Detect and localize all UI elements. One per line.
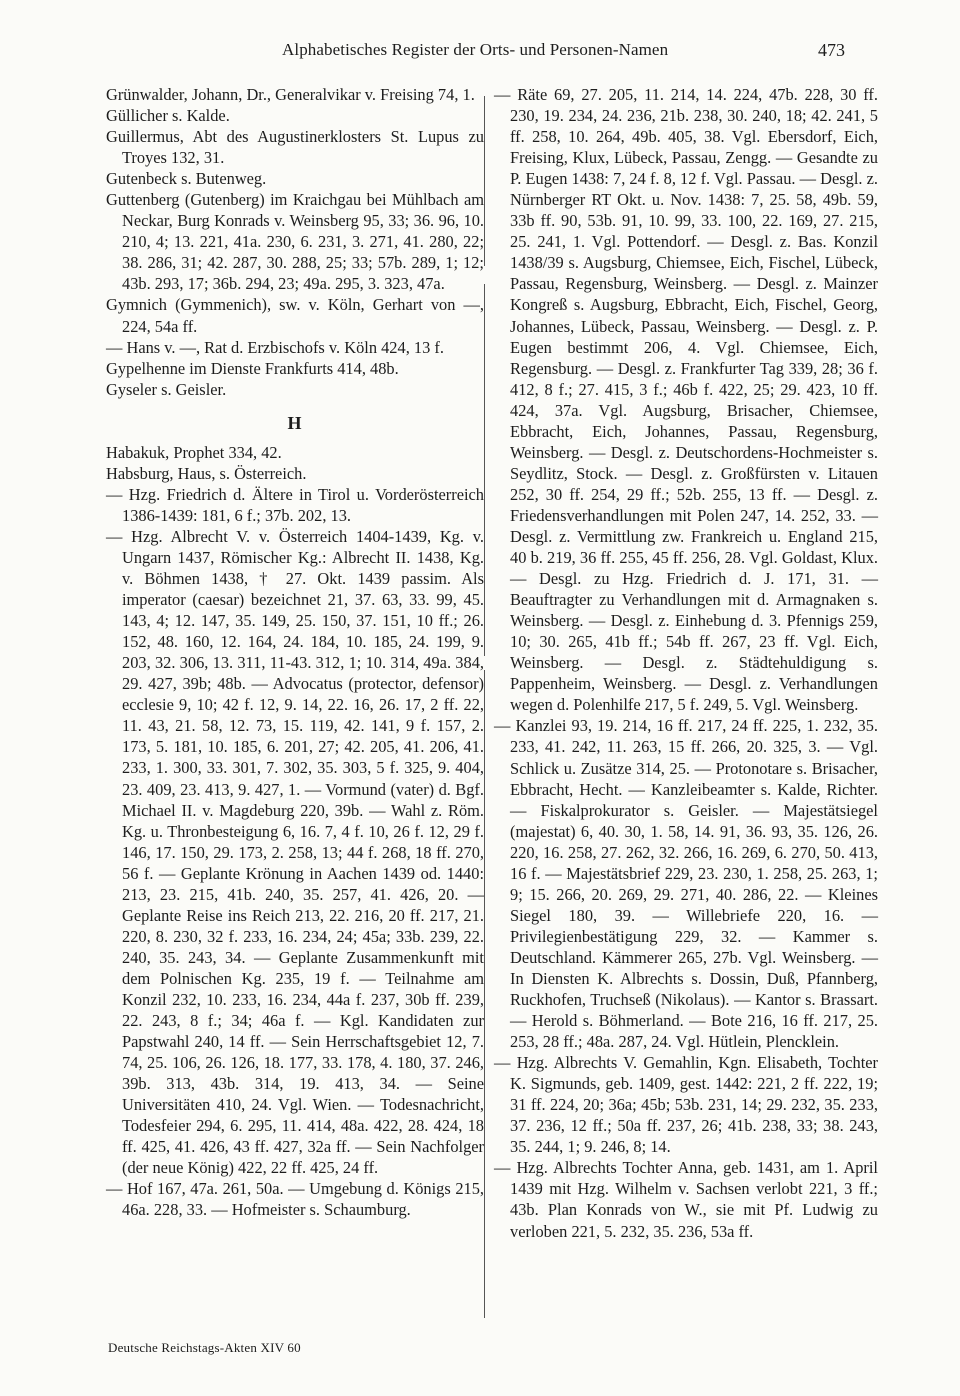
register-entry: Guillermus, Abt des Augustinerklosters St. Lupus zu Troyes 132, 31. <box>106 127 484 168</box>
section-letter-heading: H <box>287 412 303 433</box>
register-subentry: — Kanzlei 93, 19. 214, 16 ff. 217, 24 ff. 225, 1. 232, 35. 233, 41. 242, 11. 263, 15 ff. 266, 20. 325, 3. — Vgl. Schlick u. Zusätze 314, 25. — Protonotare s. Brisacher, Ebbracht, Hecht. — Kanzleibeamter s. Kalde, Richter. — Fiskalprokurator s. Geisler. — Majestätsiegel (majestat) 6, 40. 30, 1. 58, 14. 91, 36. 93, 35. 126, 26. 220, 16. 258, 27. 262, 32. 266, 16. 269, 6. 270, 50. 413, 16 f. — Majestätsbrief 229, 23. 230, 1. 258, 25. 263, 1; 9; 15. 266, 20. 269, 29. 271, 40. 286, 22. — Kleines Siegel 180, 39. — Willebriefe 220, 16. — Privilegienbestätigung 229, 32. — Kammer s. Deutschland. Kämmerer 265, 27b. Vgl. Weinsberg. — In Diensten K. Albrechts s. Dossin, Duß, Pfannberg, Ruckhofen, Truchseß (Nikolaus). — Kantor s. Brassart. — Herold s. Böhmerland. — Bote 216, 16 ff. 217, 25. 253, 28 ff.; 48a. 287, 24. Vgl. Hütlein, Plencklein. <box>494 716 878 1052</box>
right-column <box>494 84 878 1242</box>
left-column <box>106 84 484 1220</box>
register-entry: Gyseler s. Geisler. <box>106 379 227 399</box>
register-subentry: — Hzg. Albrecht V. v. Österreich 1404-1439, Kg. v. Ungarn 1437, Römischer Kg.: Albrecht II. 1438, Kg. v. Böhmen 1438, † 27. Okt. 1439 passim. Als imperator (caesar) bezeichnet 21, 37. 63, 33. 99, 45. 143, 4; 12. 147, 35. 149, 25. 150, 37. 151, 10 ff.; 26. 152, 48. 160, 12. 164, 24. 184, 10. 185, 24. 199, 9. 203, 32. 306, 13. 311, 11-43. 312, 1; 10. 314, 49a. 384, 29. 427, 39b; 48b. — Advocatus (protector, defensor) ecclesie 9, 10; 42 f. 12, 9. 14, 22. 16, 26. 17, 2 ff. 22, 11. 43, 21. 58, 12. 73, 15. 119, 42. 141, 9 f. 157, 2. 173, 5. 181, 10. 185, 6. 201, 27; 42. 205, 41. 206, 41. 233, 1. 300, 33. 301, 7. 302, 35. 303, 5 f. 325, 9. 404, 23. 409, 23. 413, 9. 427, 1. — Vormund (vater) d. Bgf. Michael II. v. Magdeburg 220, 39b. — Wahl z. Röm. Kg. u. Thronbesteigung 6, 16. 7, 4 f. 10, 26 f. 12, 29 f. 146, 17. 150, 29. 173, 2. 258, 13; 44 f. 268, 18 ff. 270, 56 f. — Geplante Krönung in Aachen 1439 od. 1440: 213, 23. 215, 41b. 240, 35. 257, 41. 426, 20. — Geplante Reise ins Reich 213, 22. 216, 20 ff. 217, 21. 220, 8. 230, 32 f. 233, 16. 234, 24; 45a; 33b. 239, 22. 240, 35. 243, 34. — Geplante Zusammenkunft mit dem Polnischen Kg. 235, 19 f. — Teilnahme am Konzil 232, 10. 233, 16. 234, 44a f. 237, 30b ff. 239, 22. 243, 8 f.; 34; 46a f. — Kgl. Kandidaten zur Papstwahl 240, 14 ff. — Sein Herrschaftsgebiet 12, 7. 74, 25. 106, 26. 126, 18. 177, 33. 178, 4. 180, 37. 246, 39b. 313, 43b. 314, 19. 413, 34. — Seine Universitäten 410, 24. Vgl. Wien. — Todesnachricht, Todesfeier 294, 6. 295, 11. 414, 48a. 422, 28. 424, 18 ff. 425, 41. 426, 43 ff. 427, 32a ff. — Sein Nachfolger (der neue König) 422, 22 ff. 425, 24 ff. <box>106 526 484 1178</box>
page-footer: Deutsche Reichstags-Akten XIV 60 <box>108 1340 301 1355</box>
page-number: 473 <box>818 40 845 60</box>
register-entry: Gutenbeck s. Butenweg. <box>106 169 267 189</box>
register-entry: Habsburg, Haus, s. Österreich. <box>106 463 307 483</box>
register-entry: Gymnich (Gymmenich), sw. v. Köln, Gerhart von —, 224, 54a ff. <box>106 295 484 336</box>
register-subentry: — Hzg. Albrechts V. Gemahlin, Kgn. Elisabeth, Tochter K. Sigmunds, geb. 1409, gest. 1442: 221, 2 ff. 222, 19; 31 ff. 224, 20; 36a; 45b; 53b. 231, 14; 29. 232, 35. 233, 37. 236, 12 ff.; 50a ff. 237, 26; 41b. 238, 33; 38. 243, 35. 244, 1; 9. 246, 8; 14. <box>494 1053 878 1157</box>
register-subentry: — Hzg. Albrechts Tochter Anna, geb. 1431, am 1. April 1439 mit Hzg. Wilhelm v. Sachsen verlobt 221, 3 ff.; 43b. Plan Konrads von W., sie mit Pf. Ludwig zu verloben 221, 5. 232, 35. 236, 53a ff. <box>494 1158 878 1241</box>
register-subentry: — Hof 167, 47a. 261, 50a. — Umgebung d. Königs 215, 46a. 228, 33. — Hofmeister s. Schaumburg. <box>106 1179 484 1220</box>
column-divider <box>484 96 485 1318</box>
register-subentry: — Hzg. Friedrich d. Ältere in Tirol u. Vorderösterreich 1386-1439: 181, 6 f.; 37b. 202, 13. <box>106 484 484 525</box>
register-subentry: — Räte 69, 27. 205, 11. 214, 14. 224, 47b. 228, 30 ff. 230, 19. 234, 24. 236, 21b. 238, 30. 240, 18; 42. 241, 5 ff. 258, 10. 264, 49b. 405, 38. Vgl. Ebersdorf, Eich, Freising, Klux, Lübeck, Passau, Zengg. — Gesandte zu P. Eugen 1438: 7, 24 f. 8, 12 f. Vgl. Passau. — Desgl. z. Nürnberger RT Okt. u. Nov. 1438: 7, 25. 58, 49b. 59, 33b ff. 90, 53b. 91, 10. 99, 33. 100, 22. 169, 27. 215, 25. 241, 1. Vgl. Pottendorf. — Desgl. z. Bas. Konzil 1438/39 s. Augsburg, Chiemsee, Eich, Fischel, Lübeck, Passau, Regensburg, Weinsberg. — Desgl. z. Mainzer Kongreß s. Augsburg, Ebbracht, Eich, Fischel, Georg, Johannes, Lübeck, Passau, Weinsberg. — Desgl. z. P. Eugen bestimmt 206, 4. Vgl. Chiemsee, Eich, Regensburg. — Desgl. z. Frankfurter Tag 339, 28; 36 f. 412, 8 f.; 27. 415, 3 f.; 46b f. 422, 25; 29. 423, 10 ff. 424, 37a. Vgl. Augsburg, Brisacher, Chiemsee, Ebbracht, Eich, Johannes, Passau, Regensburg, Weinsberg. — Desgl. z. Deutschordens-Hochmeister s. Seydlitz, Stock. — Desgl. z. Großfürsten v. Litauen 252, 30 ff. 254, 29 ff.; 52b. 255, 13 ff. — Desgl. z. Friedensverhandlungen mit Polen 247, 14. 252, 33. — Desgl. z. Vermittlung zw. Frankreich u. England 215, 40 b. 219, 36 ff. 255, 45 ff. 256, 28. Vgl. Goldast, Klux. — Desgl. zu Hzg. Friedrich d. J. 171, 31. — Beauftragter zu Verhandlungen mit d. Armagnaken s. Weinsberg. — Desgl. z. Einhebung d. 3. Pfennigs 259, 10; 30. 265, 41b ff.; 54b ff. 267, 23 ff. Vgl. Eich, Weinsberg. — Desgl. z. Städtehuldigung s. Pappenheim, Weinsberg. — Desgl. z. Verhandlungen wegen d. Polenhilfe 217, 5 f. 249, 5. Vgl. Weinsberg. <box>494 85 878 715</box>
running-title: Alphabetisches Register der Orts- und Personen-Namen <box>282 40 669 59</box>
register-subentry: — Hans v. —, Rat d. Erzbischofs v. Köln 424, 13 f. <box>106 337 444 357</box>
register-entry: Gypelhenne im Dienste Frankfurts 414, 48b. <box>106 358 399 378</box>
register-entry: Grünwalder, Johann, Dr., Generalvikar v. Freising 74, 1. <box>106 85 475 104</box>
register-entry: Guttenberg (Gutenberg) im Kraichgau bei Mühlbach am Neckar, Burg Konrads v. Weinsberg 95, 33; 36. 96, 10. 210, 4; 13. 221, 41a. 230, 6. 231, 3. 271, 41. 280, 22; 38. 286, 31; 42. 287, 30. 288, 25; 33; 57b. 289, 1; 12; 43b. 293, 17; 36b. 294, 23; 49a. 295, 3. 323, 47a. <box>106 190 484 294</box>
register-entry: Güllicher s. Kalde. <box>106 106 230 126</box>
running-head <box>0 40 960 64</box>
register-entry: Habakuk, Prophet 334, 42. <box>106 442 282 462</box>
